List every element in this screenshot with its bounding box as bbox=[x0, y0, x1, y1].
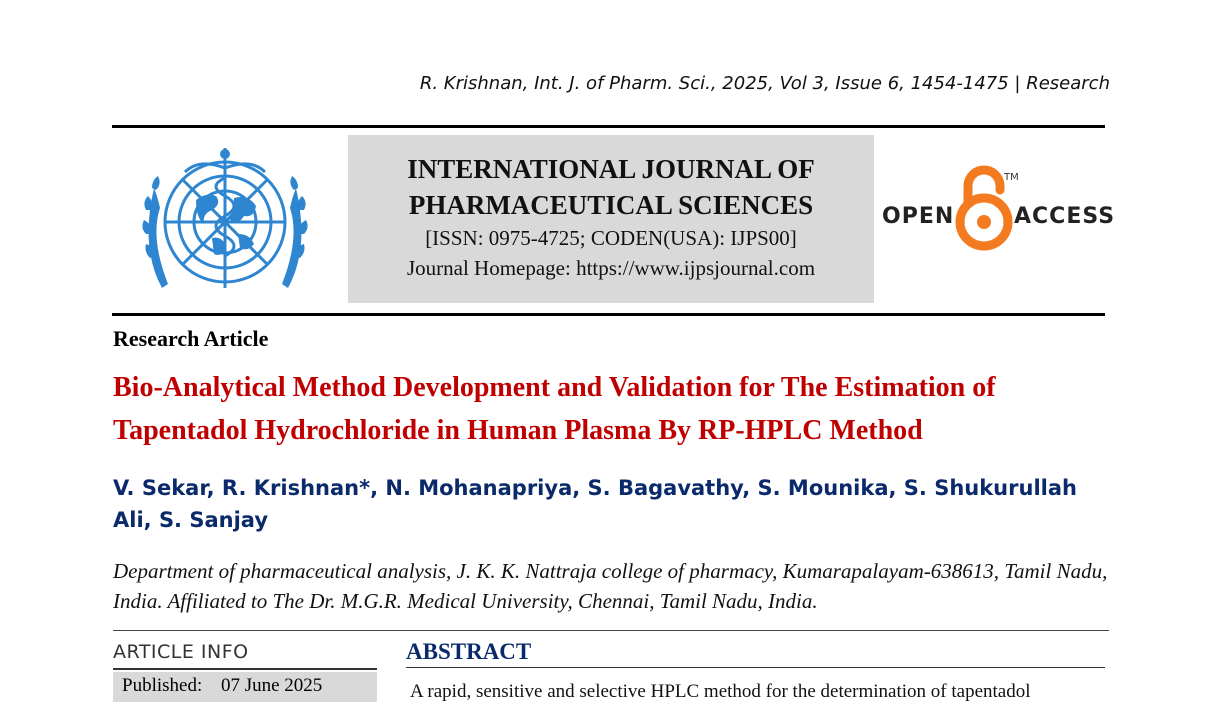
abstract-heading: ABSTRACT bbox=[406, 639, 532, 664]
author-list: V. Sekar, R. Krishnan*, N. Mohanapriya, S. Bagavathy, S. Mounika, S. Shukurullah Ali, S. Sanjay bbox=[113, 476, 1077, 532]
journal-issn: [ISSN: 0975-4725; CODEN(USA): IJPS00] bbox=[425, 226, 797, 250]
access-word: ACCESS bbox=[1014, 204, 1116, 229]
open-word: OPEN bbox=[882, 204, 955, 229]
journal-title-line2: PHARMACEUTICAL SCIENCES bbox=[408, 190, 814, 220]
article-title: Bio-Analytical Method Development and Validation for The Estimation of Tapentadol Hydrochloride in Human Plasma By RP-HPLC Method bbox=[113, 372, 996, 446]
section-divider bbox=[113, 630, 1109, 631]
citation-line: R. Krishnan, Int. J. of Pharm. Sci., 2025, Vol 3, Issue 6, 1454-1475 | Research bbox=[419, 73, 1110, 94]
article-info-label: ARTICLE INFO bbox=[113, 641, 249, 663]
un-emblem-logo-icon bbox=[126, 138, 324, 306]
open-access-logo bbox=[880, 160, 1116, 255]
abstract-rule bbox=[406, 667, 1105, 668]
published-label: Published: bbox=[122, 675, 203, 696]
journal-title-line1: INTERNATIONAL JOURNAL OF bbox=[407, 154, 815, 184]
abstract-text: A rapid, sensitive and selective HPLC method for the determination of tapentadol bbox=[410, 681, 1031, 702]
affiliation: Department of pharmaceutical analysis, J. K. K. Nattraja college of pharmacy, Kumarapalayam-638613, Tamil Nadu, India. Affiliated to The Dr. M.G.R. Medical University, Chennai, Tamil Nadu, India. bbox=[113, 559, 1108, 613]
header-rule-bottom bbox=[112, 313, 1105, 316]
article-info-rule bbox=[113, 668, 377, 670]
published-date: 07 June 2025 bbox=[220, 675, 323, 696]
article-type: Research Article bbox=[113, 326, 269, 351]
journal-masthead bbox=[348, 135, 874, 303]
trademark-symbol: TM bbox=[1004, 172, 1019, 183]
header-rule-top bbox=[112, 125, 1105, 128]
published-row bbox=[113, 672, 377, 702]
journal-homepage[interactable]: Journal Homepage: https://www.ijpsjournal.com bbox=[406, 256, 816, 280]
